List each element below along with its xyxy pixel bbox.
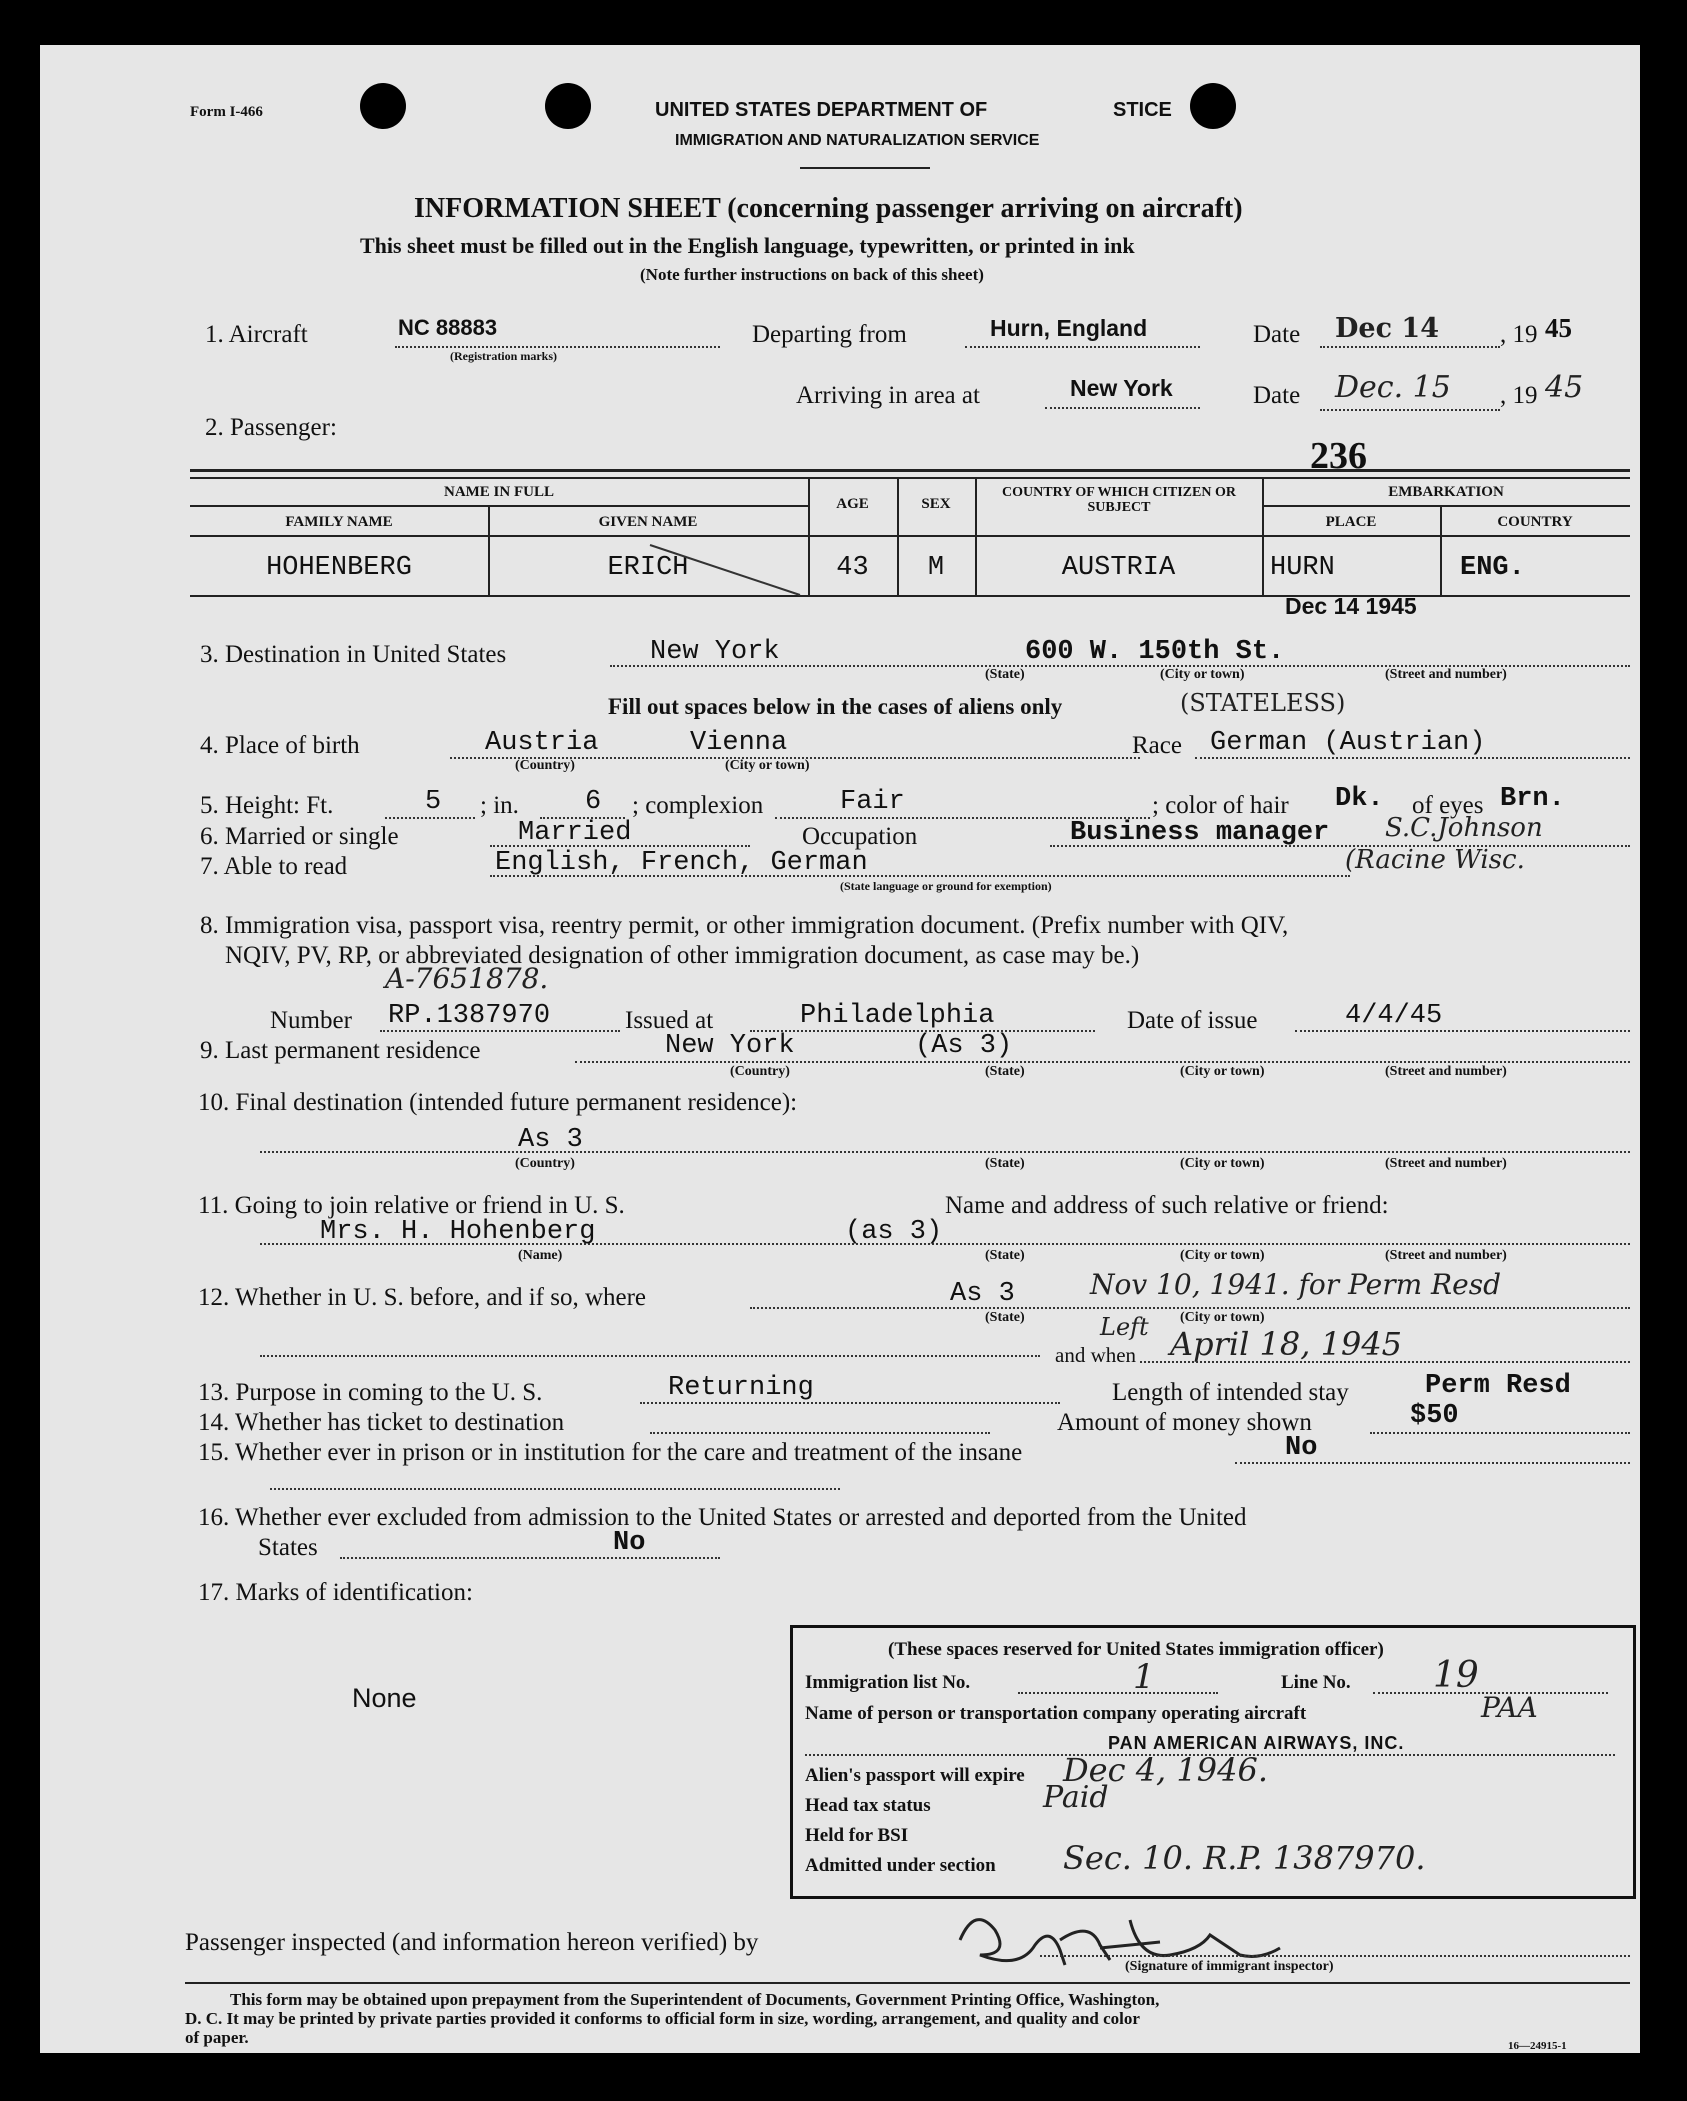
operator-handwritten: PAA xyxy=(1481,1691,1538,1724)
department-title: UNITED STATES DEPARTMENT OF xyxy=(655,99,988,121)
caption-country-10: (Country) xyxy=(515,1156,575,1171)
hair-value: Dk. xyxy=(1335,784,1384,814)
height-inches: 6 xyxy=(585,787,602,817)
occupation-handwritten: S.C.Johnson xyxy=(1385,813,1543,843)
ticket-label: 14. Whether has ticket to destination xyxy=(198,1409,565,1436)
eyes-value: Brn. xyxy=(1500,784,1565,814)
header-family-name: FAMILY NAME xyxy=(285,514,393,530)
residence-label: 9. Last permanent residence xyxy=(200,1037,481,1064)
caption-street-9: (Street and number) xyxy=(1385,1064,1507,1079)
age: 43 xyxy=(836,553,869,583)
departure-year: 45 xyxy=(1545,313,1572,343)
and-when-label: and when xyxy=(1055,1343,1137,1367)
residence-country: New York xyxy=(665,1031,795,1061)
relative-state: (as 3) xyxy=(845,1217,943,1247)
arrival-year: 45 xyxy=(1545,370,1584,405)
eyes-label: of eyes xyxy=(1412,792,1484,819)
caption-city-11: (City or town) xyxy=(1180,1248,1265,1263)
caption-state-11: (State) xyxy=(985,1248,1025,1263)
header-name-in-full: NAME IN FULL xyxy=(443,484,554,500)
issue-date-label: Date of issue xyxy=(1127,1007,1258,1034)
married-value: Married xyxy=(518,818,632,848)
caption-city-10: (City or town) xyxy=(1180,1156,1265,1171)
caption-city: (City or town) xyxy=(1160,667,1245,682)
visa-label-1: 8. Immigration visa, passport visa, reentry permit, or other immigration document. (Prefix number with QIV, xyxy=(200,912,1289,939)
head-tax-label: Head tax status xyxy=(805,1795,931,1816)
caption-state-12: (State) xyxy=(985,1310,1025,1325)
visa-handwritten-number: A-7651878. xyxy=(385,962,549,995)
previous-us-label: 12. Whether in U. S. before, and if so, where xyxy=(198,1284,647,1311)
complexion-label: ; complexion xyxy=(632,792,764,819)
header-embark-country: COUNTRY xyxy=(1497,514,1573,530)
caption-state: (State) xyxy=(985,667,1025,682)
inspected-label: Passenger inspected (and information hereon verified) by xyxy=(185,1929,759,1956)
caption-country: (Country) xyxy=(515,758,575,773)
stateless-note: (STATELESS) xyxy=(1180,689,1346,717)
embark-country: ENG. xyxy=(1460,553,1525,583)
read-caption: (State language or ground for exemption) xyxy=(840,879,1052,893)
embark-date-stamp: Dec 14 1945 xyxy=(1285,593,1417,619)
final-destination-label: 10. Final destination (intended future permanent residence): xyxy=(198,1089,798,1116)
departure-date-label: Date xyxy=(1253,321,1301,348)
header-sex: SEX xyxy=(921,496,951,512)
height-feet: 5 xyxy=(425,787,442,817)
departing-label: Departing from xyxy=(752,321,907,348)
caption-street-11: (Street and number) xyxy=(1385,1248,1507,1263)
header-age: AGE xyxy=(836,496,869,512)
arrival-year-prefix: , 19 xyxy=(1500,382,1538,409)
purpose-label: 13. Purpose in coming to the U. S. xyxy=(198,1379,543,1406)
officer-heading: (These spaces reserved for United States immigration officer) xyxy=(888,1639,1384,1660)
check-stroke xyxy=(640,525,810,605)
arriving-label: Arriving in area at xyxy=(796,382,980,409)
head-tax-value: Paid xyxy=(1043,1780,1109,1815)
destination-label: 3. Destination in United States xyxy=(200,641,507,668)
hair-label: ; color of hair xyxy=(1152,792,1289,819)
punch-hole xyxy=(360,83,406,129)
race-value: German (Austrian) xyxy=(1210,728,1486,758)
issued-at: Philadelphia xyxy=(800,1001,995,1031)
form-number: Form I-466 xyxy=(190,104,263,120)
previous-us-value: As 3 xyxy=(950,1279,1015,1309)
caption-state-9: (State) xyxy=(985,1064,1025,1079)
destination-state: New York xyxy=(650,637,780,667)
header-embarkation: EMBARKATION xyxy=(1388,484,1504,500)
department-title-end: STICE xyxy=(1113,99,1172,121)
footer-line-1: This form may be obtained upon prepayment from the Superintendent of Documents, Government Printing Office, Washington, xyxy=(230,1990,1160,2009)
sheet-note: (Note further instructions on back of this sheet) xyxy=(640,265,984,284)
caption-city-9: (City or town) xyxy=(1180,1064,1265,1079)
signature-caption: (Signature of immigrant inspector) xyxy=(1125,1959,1334,1974)
occupation-label: Occupation xyxy=(802,823,918,850)
passenger-label: 2. Passenger: xyxy=(205,414,337,441)
excluded-value: No xyxy=(613,1528,646,1558)
punch-hole xyxy=(1190,83,1236,129)
race-label: Race xyxy=(1132,732,1182,759)
caption-name: (Name) xyxy=(518,1248,563,1263)
birth-country: Austria xyxy=(485,728,599,758)
relative-name: Mrs. H. Hohenberg xyxy=(320,1217,596,1247)
aircraft-value: NC 88883 xyxy=(398,315,498,340)
service-title: IMMIGRATION AND NATURALIZATION SERVICE xyxy=(675,132,1040,149)
relative-address-label: Name and address of such relative or friend: xyxy=(945,1192,1389,1219)
stay-value: Perm Resd xyxy=(1425,1371,1571,1401)
family-name: HOHENBERG xyxy=(266,553,412,583)
final-destination-value: As 3 xyxy=(518,1125,583,1155)
footer-line-2: D. C. It may be printed by private parties provided it conforms to official form in size, wording, arrangement, and quality and color xyxy=(185,2009,1140,2028)
caption-city-12: (City or town) xyxy=(1180,1310,1265,1325)
complexion-value: Fair xyxy=(840,787,905,817)
caption-street: (Street and number) xyxy=(1385,667,1507,682)
header-place: PLACE xyxy=(1325,514,1377,530)
issued-at-label: Issued at xyxy=(625,1007,714,1034)
excluded-label-2: States xyxy=(258,1534,318,1561)
money-value: $50 xyxy=(1410,1401,1459,1431)
passport-expiry: Dec 4, 1946. xyxy=(1063,1751,1268,1789)
prison-label: 15. Whether ever in prison or in institution for the care and treatment of the insane xyxy=(198,1439,1023,1466)
header-citizen-country: COUNTRY OF WHICH CITIZEN OR SUBJECT xyxy=(1002,485,1236,516)
sheet-title: INFORMATION SHEET (concerning passenger arriving on aircraft) xyxy=(414,193,1243,224)
list-no-label: Immigration list No. xyxy=(805,1672,971,1693)
departing-value: Hurn, England xyxy=(990,315,1148,341)
previous-us-handwritten: Nov 10, 1941. for Perm Resd xyxy=(1090,1268,1502,1301)
caption-state-10: (State) xyxy=(985,1156,1025,1171)
birth-city: Vienna xyxy=(690,728,788,758)
line-no-label: Line No. xyxy=(1281,1672,1351,1693)
read-value: English, French, German xyxy=(495,848,868,878)
arriving-value: New York xyxy=(1070,375,1173,401)
birth-label: 4. Place of birth xyxy=(200,732,360,759)
stay-label: Length of intended stay xyxy=(1112,1379,1349,1406)
embark-place: HURN xyxy=(1270,553,1335,583)
read-handwritten: (Racine Wisc. xyxy=(1345,845,1525,875)
departure-year-prefix: , 19 xyxy=(1500,321,1538,348)
given-name: ERICH xyxy=(607,553,689,583)
relative-label: 11. Going to join relative or friend in U. S. xyxy=(198,1192,625,1219)
married-label: 6. Married or single xyxy=(200,823,399,850)
bsi-label: Held for BSI xyxy=(805,1825,909,1846)
aircraft-label: 1. Aircraft xyxy=(205,321,308,348)
operator-stamp: PAN AMERICAN AIRWAYS, INC. xyxy=(1108,1733,1405,1753)
stamp-number: 236 xyxy=(1310,435,1367,477)
sheet-subtitle: This sheet must be filled out in the English language, typewritten, or printed in ink xyxy=(360,233,1135,258)
caption-country-9: (Country) xyxy=(730,1064,790,1079)
citizenship: AUSTRIA xyxy=(1061,553,1176,583)
visa-number: RP.1387970 xyxy=(388,1001,551,1031)
header-rule xyxy=(800,167,930,169)
admitted-label: Admitted under section xyxy=(805,1855,996,1876)
punch-hole xyxy=(545,83,591,129)
list-no-value: 1 xyxy=(1133,1657,1155,1697)
sex: M xyxy=(927,553,945,583)
operator-label: Name of person or transportation company operating aircraft xyxy=(805,1703,1307,1724)
left-handwritten: Left xyxy=(1100,1313,1149,1341)
arrival-date-label: Date xyxy=(1253,382,1301,409)
admitted-value: Sec. 10. R.P. 1387970. xyxy=(1063,1839,1426,1877)
visa-label-2: NQIV, PV, RP, or abbreviated designation of other immigration document, as case may be.) xyxy=(225,942,1140,969)
marks-label: 17. Marks of identification: xyxy=(198,1579,473,1606)
form-sheet xyxy=(40,45,1640,2053)
issue-date: 4/4/45 xyxy=(1345,1001,1443,1031)
destination-address: 600 W. 150th St. xyxy=(1025,637,1285,667)
header-given-name: GIVEN NAME xyxy=(598,514,698,530)
registration-caption: (Registration marks) xyxy=(450,349,557,363)
visa-number-label: Number xyxy=(270,1007,352,1034)
passport-label: Alien's passport will expire xyxy=(805,1765,1025,1786)
and-when-handwritten: April 18, 1945 xyxy=(1170,1325,1403,1363)
marks-value: None xyxy=(352,1683,417,1713)
height-label: 5. Height: Ft. xyxy=(200,792,334,819)
form-code: 16—24915-1 xyxy=(1508,2040,1567,2052)
money-label: Amount of money shown xyxy=(1057,1409,1312,1436)
arrival-date: Dec. 15 xyxy=(1335,370,1451,405)
inspector-signature xyxy=(940,1900,1360,1990)
aliens-heading: Fill out spaces below in the cases of aliens only xyxy=(608,694,1063,719)
line-no-value: 19 xyxy=(1433,1655,1479,1696)
occupation-value: Business manager xyxy=(1070,818,1330,848)
inches-label: ; in. xyxy=(480,792,519,819)
caption-street-10: (Street and number) xyxy=(1385,1156,1507,1171)
purpose-value: Returning xyxy=(668,1373,814,1403)
prison-value: No xyxy=(1285,1433,1318,1463)
caption-city-birth: (City or town) xyxy=(725,758,810,773)
residence-state: (As 3) xyxy=(915,1031,1013,1061)
excluded-label-1: 16. Whether ever excluded from admission to the United States or arrested and deported from the United xyxy=(198,1504,1247,1531)
read-label: 7. Able to read xyxy=(200,853,348,880)
departure-date: Dec 14 xyxy=(1335,313,1440,344)
footer-line-3: of paper. xyxy=(185,2028,249,2047)
officer-section xyxy=(790,1625,1636,1899)
